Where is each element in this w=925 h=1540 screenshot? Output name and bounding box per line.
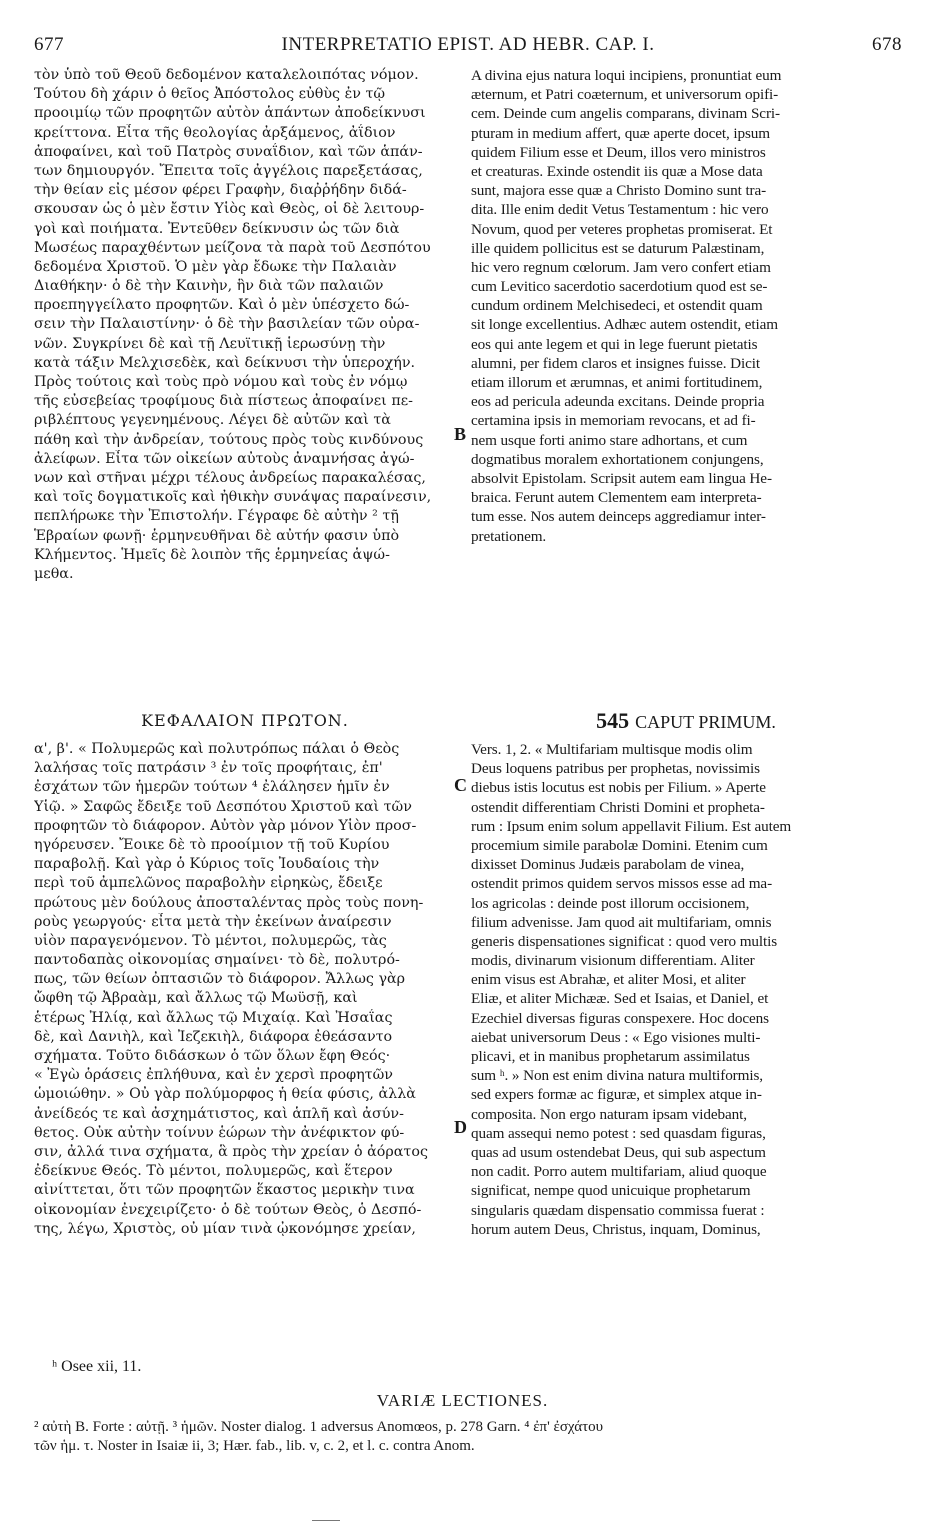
greek-text-line: καὶ τοῖς δογματικοῖς καὶ ἠθικὴν συνάψας παραίνεσιν, bbox=[34, 489, 432, 506]
footnote: ʰ Osee xii, 11. bbox=[52, 1358, 142, 1375]
column-number: 545 bbox=[596, 708, 630, 733]
greek-text-line: παντοδαπὰς οἰκονομίας σημαίνει· τὸ δὲ, πολυτρό- bbox=[34, 952, 400, 969]
chapter-heading-latin bbox=[471, 708, 901, 734]
latin-text-line: quam assequi nemo potest : sed quasdam figuras, bbox=[471, 1124, 766, 1142]
latin-text-line: non cadit. Porro autem multifariam, aliud quoque bbox=[471, 1163, 767, 1181]
latin-text-line: sit longe excellentius. Adhæc autem ostendit, etiam bbox=[471, 316, 779, 334]
greek-column-bottom bbox=[34, 740, 456, 1239]
greek-text-line: « Ἐγὼ ὁράσεις ἐπλήθυνα, καὶ ἐν χερσὶ προφητῶν bbox=[34, 1067, 393, 1084]
latin-text-line: filium advenisse. Jam quod ait multifariam, omnis bbox=[471, 913, 772, 931]
greek-text-line: περὶ τοῦ ἀμπελῶνος παραβολὴν εἰρηκὼς, ἔδειξε bbox=[34, 875, 383, 892]
latin-text-line: rum : Ipsum enim solum appellavit Filium. Est autem bbox=[471, 817, 792, 835]
greek-text-line: Υἱῷ. » Σαφῶς ἔδειξε τοῦ Δεσπότου Χριστοῦ καὶ τῶν bbox=[34, 798, 412, 815]
latin-text-line: etiam illorum et ærumnas, et animi fortitudinem, bbox=[471, 374, 763, 391]
margin-marker-c: C bbox=[454, 775, 467, 795]
latin-text-line: alumni, per fidem claros et insignes fuisse. Dicit bbox=[471, 354, 760, 372]
greek-text-line: τῆς εὐσεβείας τροφίμους διὰ πίστεως ἀποφαίνει πε- bbox=[34, 393, 413, 410]
latin-text-line: horum autem Deus, Christus, inquam, Dominus, bbox=[471, 1220, 761, 1238]
latin-text-line: ille quidem pollicitus est se daturum Palæstinam, bbox=[471, 239, 765, 257]
latin-text-line: diebus istis locutus est nobis per Filium. » Aperte bbox=[471, 779, 766, 797]
latin-text-line: braica. Ferunt autem Clementem eam interpreta- bbox=[471, 489, 762, 507]
greek-text-line: σκουσαν ὡς ὁ μὲν ἔστιν Υἱὸς καὶ Θεὸς, οἱ δὲ λειτουρ- bbox=[34, 201, 425, 218]
latin-text-line: cum Levitico sacerdotio sacerdotium quod est se- bbox=[471, 278, 768, 296]
greek-text-line: σειν τὴν Παλαιστίνην· ὁ δὲ τὴν βασιλείαν τῶν οὐρα- bbox=[34, 316, 420, 333]
latin-text-line: sed expers formæ ac figuræ, et simplex atque in- bbox=[471, 1086, 762, 1104]
greek-text-line: κρείττονα. Εἶτα τῆς θεολογίας ἀρξάμενος, ἀΐδιον bbox=[34, 124, 396, 141]
latin-text-line: cundum ordinem Melchisedeci, et ostendit quam bbox=[471, 297, 763, 315]
greek-text-line: ροὺς γεωργούς· εἶτα μετὰ τὴν ἐκείνων ἀναίρεσιν bbox=[34, 913, 392, 930]
latin-text-line: generis dispensationes significat : quod vero multis bbox=[471, 932, 778, 950]
bottom-rule bbox=[312, 1520, 340, 1521]
latin-text-line: sum ʰ. » Non est enim divina natura multiformis, bbox=[471, 1067, 763, 1085]
variae-lectiones bbox=[34, 1418, 902, 1456]
greek-text-line: Πρὸς τούτοις καὶ τοὺς πρὸ νόμου καὶ τοὺς ἐν νόμῳ bbox=[34, 374, 408, 390]
greek-text-line: της, λέγω, Χριστὸς, οὐ μίαν τινὰ ᾠκονόμησε χρείαν, bbox=[34, 1220, 416, 1237]
latin-text-line: nem usque forti animo stare adhortans, et cum bbox=[471, 431, 748, 449]
latin-text-line: ostendit primos quidem servos missos esse ad ma- bbox=[471, 875, 773, 893]
greek-text-line: τὴν θείαν εἰς μέσον φέρει Γραφὴν, διαῤῥήδην διδά- bbox=[34, 182, 407, 199]
latin-text-line: Eliæ, et aliter Michææ. Sed et Isaias, et Daniel, et bbox=[471, 990, 769, 1008]
greek-text-line: ἀνείδεός τε καὶ ἀσχημάτιστος, καὶ ἁπλῆ καὶ ἀσύν- bbox=[34, 1105, 404, 1122]
greek-text-line: θετος. Οὐκ αὐτὴν τοίνυν ἑώρων τὴν ἀνέφικτον φύ- bbox=[34, 1124, 405, 1141]
running-title: INTERPRETATIO EPIST. AD HEBR. CAP. I. bbox=[281, 34, 655, 55]
greek-text-line: υἱὸν παραγενόμενον. Τὸ μέντοι, πολυμερῶς, τὰς bbox=[34, 932, 387, 949]
latin-text-line: significat, nempe quod unicuique prophetarum bbox=[471, 1182, 751, 1200]
latin-text-line: dixisset Dominus Judæis parabolam de vinea, bbox=[471, 856, 745, 874]
latin-text-line: sunt, majora esse quæ a Christo Domino sunt tra- bbox=[471, 182, 767, 200]
latin-text-line: ostendit differentiam Christi Domini et propheta- bbox=[471, 798, 765, 816]
greek-text-line: ἑτέρως Ἠλίᾳ, καὶ ἄλλως τῷ Μιχαίᾳ. Καὶ Ἠσαΐας bbox=[34, 1009, 393, 1026]
greek-text-line: Ἑβραίων φωνῇ· ἑρμηνευθῆναι δὲ αὐτήν φασιν ὑπὸ bbox=[34, 527, 400, 544]
greek-text-line: Τούτου δὴ χάριν ὁ θεῖος Ἀπόστολος εὐθὺς ἐν τῷ bbox=[34, 86, 386, 103]
greek-text-line: μεθα. bbox=[34, 565, 74, 582]
greek-text-line: δεδομένα Χριστοῦ. Ὁ μὲν γὰρ ἔδωκε τὴν Παλαιὰν bbox=[34, 258, 397, 275]
latin-text-line: pretationem. bbox=[471, 527, 547, 545]
latin-text-line: eos ad pericula adeunda excitans. Deinde propria bbox=[471, 393, 765, 411]
running-header bbox=[34, 34, 902, 64]
chapter-heading-greek: ΚΕΦΑΛΑΙΟΝ ΠΡΩΤΟΝ. bbox=[141, 711, 349, 730]
latin-text-line: certamina ipsis in memoriam revocans, et ad fi- bbox=[471, 412, 756, 430]
latin-text-line: æternum, et Patri coæternum, et universorum opifi- bbox=[471, 86, 779, 104]
latin-text-line: singularis quædam dispensatio commissa fuerat : bbox=[471, 1201, 765, 1219]
greek-text-line: προεπηγγείλατο προφητῶν. Καὶ ὁ μὲν ὑπέσχετο δώ- bbox=[34, 297, 410, 314]
latin-text-line: dogmatibus moralem exhortationem conjungens, bbox=[471, 450, 764, 468]
greek-text-line: σιν, ἀλλά τινα σχήματα, ἃ πρὸς τὴν χρείαν ὁ ἀόρατος bbox=[34, 1143, 428, 1160]
page-number-left: 677 bbox=[34, 34, 64, 55]
latin-text-line: Vers. 1, 2. « Multifariam multisque modis olim bbox=[471, 741, 753, 758]
greek-text-line: προοιμίῳ τῶν προφητῶν αὐτὸν ἁπάντων ἀποδείκνυσι bbox=[34, 105, 426, 122]
greek-text-line: ριβλέπτους γεγενημένους. Λέγει δὲ αὐτῶν καὶ τὰ bbox=[34, 412, 391, 429]
greek-text-line: Κλήμεντος. Ἡμεῖς δὲ λοιπὸν τῆς ἑρμηνείας ἁψώ- bbox=[34, 546, 390, 563]
latin-text-line: procemium simile parabolæ Domini. Etenim cum bbox=[471, 836, 768, 854]
latin-text-line: modis, divinarum visionum differentiam. Aliter bbox=[471, 952, 755, 970]
page-number-right: 678 bbox=[872, 34, 902, 55]
latin-text-line: aiebat universorum Deus : « Ego visiones multi- bbox=[471, 1028, 761, 1046]
latin-text-line: tum esse. Nos autem deinceps aggrediamur inter- bbox=[471, 508, 766, 526]
latin-text-line: enim visus est Abrahæ, et aliter Mosi, et aliter bbox=[471, 971, 746, 989]
greek-text-line: νῶν. Συγκρίνει δὲ καὶ τῇ Λευϊτικῇ ἱερωσύνῃ τὴν bbox=[34, 335, 386, 352]
latin-column-bottom bbox=[471, 740, 901, 1239]
margin-marker-b: B bbox=[454, 424, 467, 444]
latin-text-line: los agricolas : deinde post illorum occisionem, bbox=[471, 894, 750, 912]
greek-text-line: ἐσχάτων τῶν ἡμερῶν τούτων ⁴ ἐλάλησεν ἡμῖν ἐν bbox=[34, 779, 390, 796]
latin-text-line: Ezechiel diversas figuras conspexere. Hoc docens bbox=[471, 1009, 769, 1027]
latin-column-top bbox=[471, 66, 901, 546]
greek-text-line: των δημιουργόν. Ἔπειτα τοῖς ἀγγέλοις παρεξετάσας, bbox=[34, 162, 423, 179]
greek-text-line: α', β'. « Πολυμερῶς καὶ πολυτρόπως πάλαι ὁ Θεὸς bbox=[34, 741, 400, 757]
greek-text-line: πρώτους μὲν δούλους ἀποσταλέντας πρὸς τοὺς πονη- bbox=[34, 894, 424, 911]
chapter-heading-latin-text: CAPUT PRIMUM. bbox=[635, 712, 776, 732]
greek-text-line: δὲ, καὶ Δανιὴλ, καὶ Ἰεζεκιὴλ, διάφορα ἐθεάσαντο bbox=[34, 1028, 393, 1045]
greek-text-line: ὤφθη τῷ Ἀβραὰμ, καὶ ἄλλως τῷ Μωϋσῇ, καὶ bbox=[34, 990, 358, 1007]
greek-text-line: αἰνίττεται, ὅτι τῶν προφητῶν ἕκαστος μερικὴν τινα bbox=[34, 1182, 415, 1199]
latin-text-line: cem. Deinde cum angelis comparans, divinam Scri- bbox=[471, 105, 780, 123]
greek-text-line: ἀλείφων. Εἶτα τῶν οἰκείων αὐτοὺς ἀναμνήσας ἀγώ- bbox=[34, 450, 415, 467]
greek-text-line: πως, τῶν θείων ὀπτασιῶν τὸ διάφορον. Ἄλλως γὰρ bbox=[34, 971, 406, 988]
latin-text-line: dita. Ille enim dedit Vetus Testamentum : hic vero bbox=[471, 201, 769, 219]
greek-text-line: ἀποφαίνει, καὶ τοῦ Πατρὸς συναΐδιον, καὶ τῶν ἁπάν- bbox=[34, 143, 423, 160]
latin-text-line: eos qui ante legem et qui in lege fuerunt pietatis bbox=[471, 335, 758, 353]
greek-text-line: ὡμοιώθην. » Οὐ γὰρ πολύμορφος ἡ θεία φύσις, ἀλλὰ bbox=[34, 1086, 416, 1103]
latin-text-line: composita. Non ergo naturam ipsam videbant, bbox=[471, 1105, 747, 1123]
greek-text-line: ἐδείκνυε Θεός. Τὸ μέντοι, πολυμερῶς, καὶ ἕτερον bbox=[34, 1163, 393, 1180]
greek-text-line: Μωσέως παραχθέντων μείζονα τὰ παρὰ τοῦ Δεσπότου bbox=[34, 239, 431, 256]
variae-lectiones-heading: VARIÆ LECTIONES. bbox=[376, 1391, 549, 1410]
latin-text-line: A divina ejus natura loqui incipiens, pronuntiat eum bbox=[471, 67, 782, 84]
latin-text-line: Novum, quod per veteres prophetas promiserat. Et bbox=[471, 220, 773, 238]
greek-text-line: Διαθήκην· ὁ δὲ τὴν Καινὴν, ἣν διὰ τῶν παλαιῶν bbox=[34, 278, 384, 295]
latin-text-line: et creaturas. Exinde ostendit iis quæ a Mose data bbox=[471, 162, 763, 180]
greek-text-line: πεπλήρωκε τὴν Ἐπιστολήν. Γέγραφε δὲ αὐτὴν ² τῇ bbox=[34, 508, 399, 525]
greek-text-line: γοὶ καὶ ποιήματα. Ἐντεῦθεν δείκνυσιν ὡς τῶν διὰ bbox=[34, 220, 400, 237]
greek-text-line: κατὰ τάξιν Μελχισεδὲκ, καὶ δείκνυσι τὴν ὑπεροχήν. bbox=[34, 354, 416, 371]
latin-text-line: quas ad usum ostendebat Deus, qui sub aspectum bbox=[471, 1143, 766, 1161]
greek-text-line: τὸν ὑπὸ τοῦ Θεοῦ δεδομένον καταλελοιπότας νόμον. bbox=[34, 67, 419, 83]
greek-text-line: προφητῶν τὸ διάφορον. Αὐτὸν γὰρ μόνον Υἱὸν προσ- bbox=[34, 817, 417, 834]
variant-reading-line: ² αὐτὴ B. Forte : αὐτῇ. ³ ἡμῶν. Noster dialog. 1 adversus Anomœos, p. 278 Garn. ⁴ ἐπ' ἐσχάτου bbox=[34, 1419, 604, 1435]
greek-text-line: νων καὶ στῆναι μέχρι τέλους ἀνδρείως παρακαλέσας, bbox=[34, 469, 426, 486]
variant-reading-line: τῶν ἡμ. τ. Noster in Isaiæ ii, 3; Hær. fab., lib. v, c. 2, et l. c. contra Anom. bbox=[34, 1438, 475, 1454]
greek-text-line: ηγόρευσεν. Ἔοικε δὲ τὸ προοίμιον τῇ τοῦ Κυρίου bbox=[34, 836, 390, 853]
latin-text-line: pturam in medium affert, quæ aperte docet, ipsum bbox=[471, 124, 771, 142]
latin-text-line: Deus loquens patribus per prophetas, novissimis bbox=[471, 760, 760, 778]
greek-column-top bbox=[34, 66, 456, 584]
latin-text-line: hic vero regnum cœlorum. Jam vero confert etiam bbox=[471, 258, 771, 276]
latin-text-line: plicavi, et in manibus prophetarum assimilatus bbox=[471, 1048, 750, 1065]
latin-text-line: absolvit Epistolam. Scripsit autem eam lingua He- bbox=[471, 469, 772, 487]
greek-text-line: παραβολῇ. Καὶ γὰρ ὁ Κύριος τοῖς Ἰουδαίοις τὴν bbox=[34, 856, 380, 873]
latin-text-line: quidem Filium esse et Deum, illos vero ministros bbox=[471, 143, 766, 161]
margin-marker-d: D bbox=[454, 1117, 467, 1137]
greek-text-line: πάθη καὶ τὴν ἀνδρείαν, τούτους πρὸς τοὺς κινδύνους bbox=[34, 431, 424, 448]
greek-text-line: οἰκονομίαν ἐνεχειρίζετο· ὁ δὲ τούτων Θεὸς, ὁ Δεσπό- bbox=[34, 1201, 422, 1218]
greek-text-line: σχήματα. Τοῦτο διδάσκων ὁ τῶν ὅλων ἔφη Θεός· bbox=[34, 1048, 391, 1064]
greek-text-line: λαλήσας τοῖς πατράσιν ³ ἐν τοῖς προφήταις, ἐπ' bbox=[34, 760, 383, 777]
